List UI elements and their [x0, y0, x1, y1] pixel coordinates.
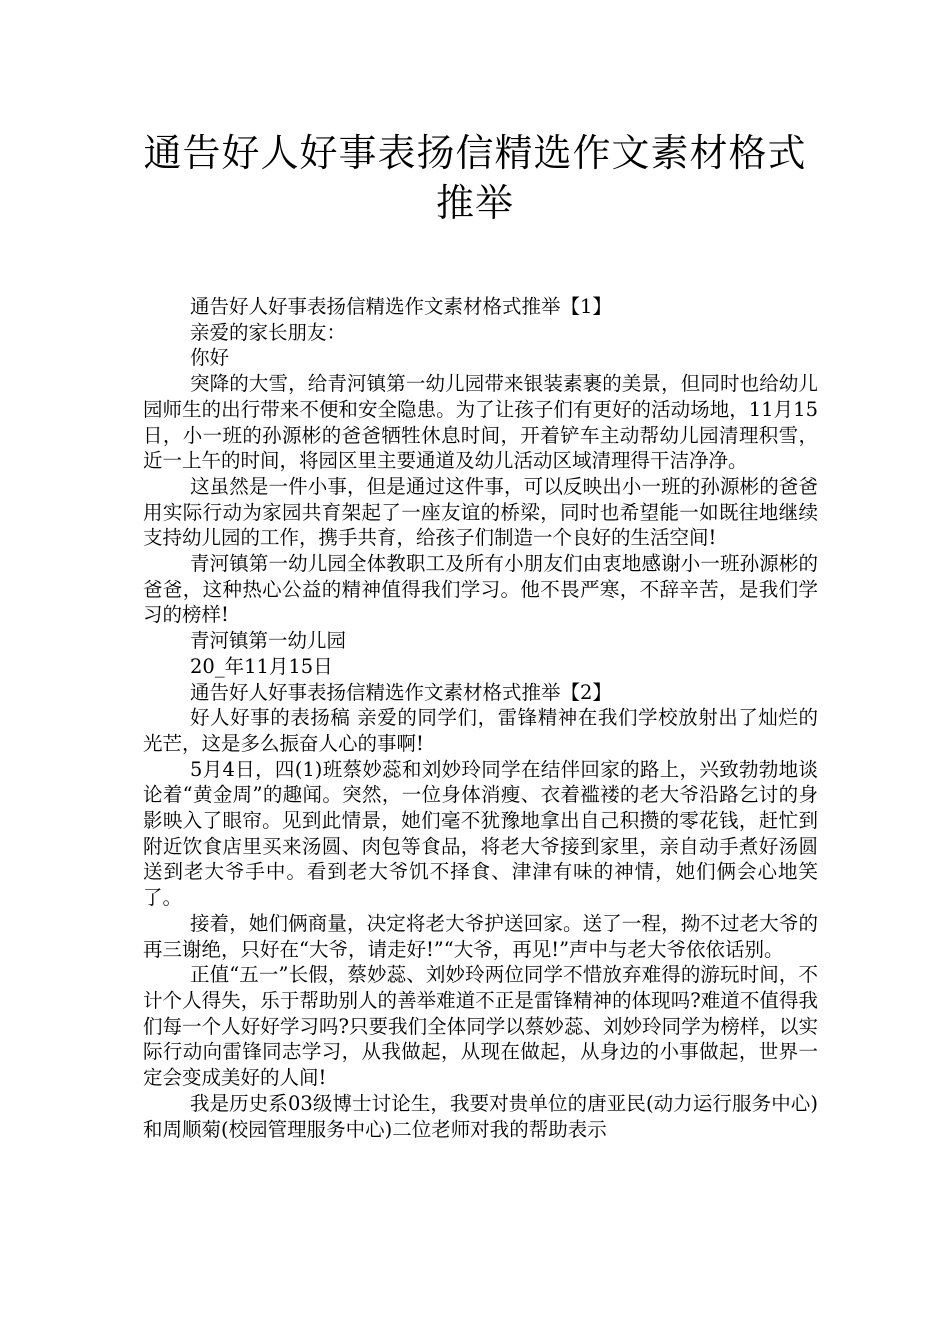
paragraph: 突降的大雪，给青河镇第一幼儿园带来银装素裹的美景，但同时也给幼儿园师生的出行带来不便和安全隐患。为了让孩子们有更好的活动场地，11月15日，小一班的孙源彬的爸爸牺牲休息时间，开着铲车主动帮幼儿园清理积雪，近一上午的时间，将园区里主要通道及幼儿活动区域清理得干洁净净。: [143, 372, 818, 473]
paragraph: 我是历史系03级博士讨论生，我要对贵单位的唐亚民(动力运行服务中心)和周顺菊(校园管理服务中心)二位老师对我的帮助表示: [143, 1091, 818, 1141]
paragraph: 青河镇第一幼儿园全体教职工及所有小朋友们由衷地感谢小一班孙源彬的爸爸，这种热心公益的精神值得我们学习。他不畏严寒，不辞辛苦，是我们学习的榜样!: [143, 552, 818, 627]
signature-date: 20_年11月15日: [190, 654, 333, 678]
section-heading-2: 通告好人好事表扬信精选作文素材格式推举【2】: [190, 680, 612, 704]
paragraph: 正值“五一”长假，蔡妙蕊、刘妙玲两位同学不惜放弃难得的游玩时间，不计个人得失，乐于帮助别人的善举难道不正是雷锋精神的体现吗?难道不值得我们每一个人好好学习吗?只要我们全体同学以蔡妙蕊、刘妙玲同学为榜样，以实际行动向雷锋同志学习，从我做起，从现在做起，从身边的小事做起，世界一定会变成美好的人间!: [143, 963, 818, 1090]
paragraph: 5月4日，四(1)班蔡妙蕊和刘妙玲同学在结伴回家的路上，兴致勃勃地谈论着“黄金周”的趣闻。突然，一位身体消瘦、衣着褴褛的老大爷沿路乞讨的身影映入了眼帘。见到此情景，她们毫不犹豫地拿出自己积攒的零花钱，赶忙到附近饮食店里买来汤圆、肉包等食品，将老大爷接到家里，亲自动手煮好汤圆送到老大爷手中。看到老大爷饥不择食、津津有味的神情，她们俩会心地笑了。: [143, 757, 818, 910]
paragraph: 这虽然是一件小事，但是通过这件事，可以反映出小一班的孙源彬的爸爸用实际行动为家园共育架起了一座友谊的桥梁，同时也希望能一如既往地继续支持幼儿园的工作，携手共育，给孩子们制造一个良好的生活空间!: [143, 474, 818, 550]
section-heading-1: 通告好人好事表扬信精选作文素材格式推举【1】: [190, 295, 612, 318]
paragraph: 好人好事的表扬稿 亲爱的同学们，雷锋精神在我们学校放射出了灿烂的光芒，这是多么振奋人心的事啊!: [143, 706, 818, 755]
title-line-1: 通告好人好事表扬信精选作文素材格式: [143, 131, 807, 175]
salutation: 亲爱的家长朋友：: [190, 320, 347, 344]
title-line-2: 推举: [435, 181, 514, 225]
document-body: [143, 294, 818, 1142]
document-title: [100, 128, 850, 228]
paragraph: 接着，她们俩商量，决定将老大爷护送回家。送了一程，拗不过老大爷的再三谢绝，只好在“大爷，请走好!”“大爷，再见!”声中与老大爷依依话别。: [143, 911, 818, 961]
greeting: 你好: [190, 346, 230, 370]
signature-org: 青河镇第一幼儿园: [190, 629, 347, 653]
